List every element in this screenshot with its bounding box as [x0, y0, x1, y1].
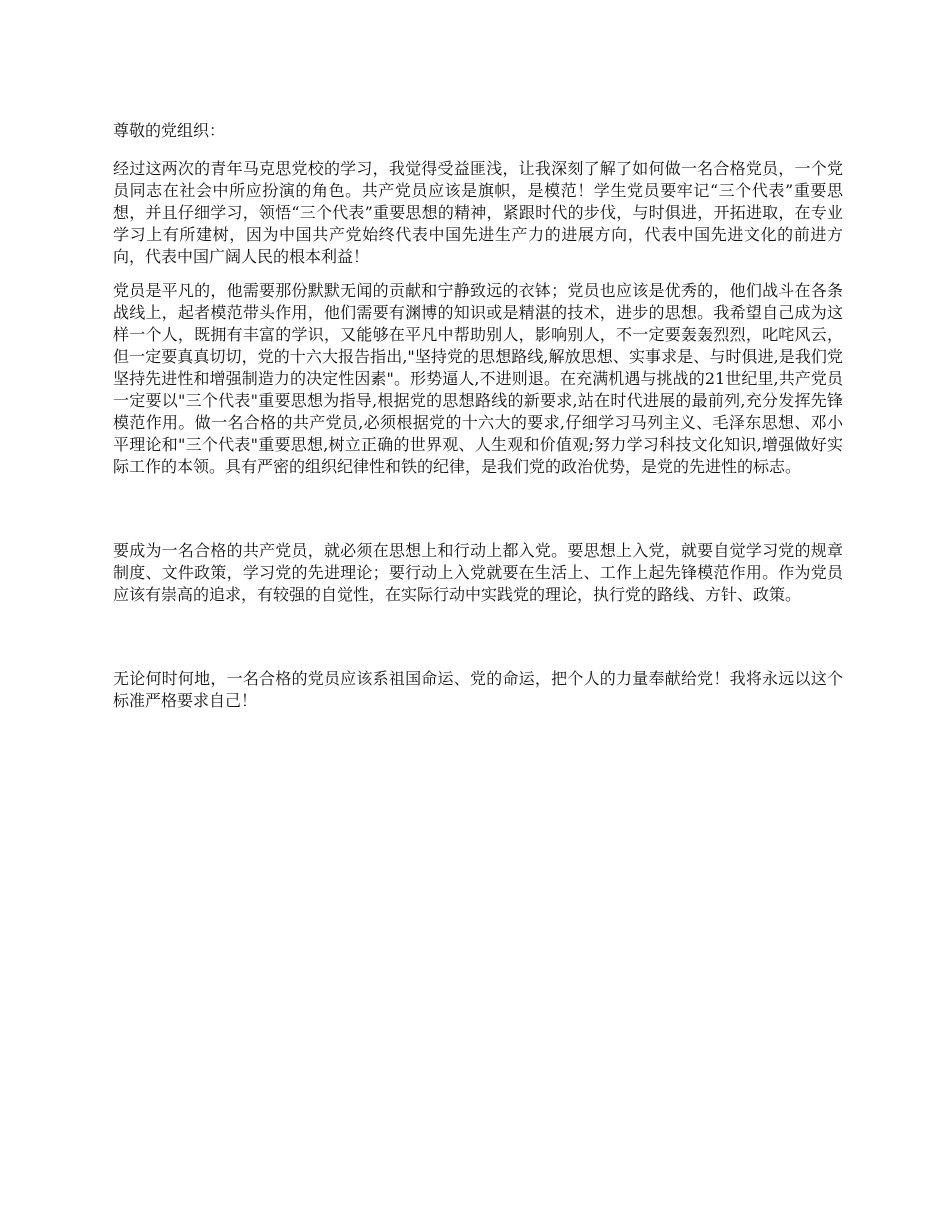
paragraph-3: 要成为一名合格的共产党员，就必须在思想上和行动上都入党。要思想上入党，就要自觉学习党的规章制度、文件政策，学习党的先进理论；要行动上入党就要在生活上、工作上起先锋模范作用。作为党员应该有崇高的追求，有较强的自觉性，在实际行动中实践党的理论，执行党的路线、方针、政策。 [113, 541, 843, 604]
salutation: 尊敬的党组织： [113, 121, 226, 140]
document-body [113, 120, 843, 712]
paragraph-2: 党员是平凡的，他需要那份默默无闻的贡献和宁静致远的衣钵；党员也应该是优秀的，他们战斗在各条战线上，起者模范带头作用，他们需要有渊博的知识或是精湛的技术，进步的思想。我希望自己成为这样一个人，既拥有丰富的学识，又能够在平凡中帮助别人，影响别人，不一定要轰轰烈烈，叱咤风云，但一定要真真切切，党的十六大报告指出,"坚持党的思想路线,解放思想、实事求是、与时俱进,是我们党坚持先进性和增强制造力的决定性因素"。形势逼人,不进则退。在充满机遇与挑战的21世纪里,共产党员一定要以"三个代表"重要思想为指导,根据党的思想路线的新要求,站在时代进展的最前列,充分发挥先锋模范作用。做一名合格的共产党员,必须根据党的十六大的要求,仔细学习马列主义、毛泽东思想、邓小平理论和"三个代表"重要思想,树立正确的世界观、人生观和价值观;努力学习科技文化知识,增强做好实际工作的本领。具有严密的组织纪律性和铁的纪律，是我们党的政治优势，是党的先进性的标志。 [113, 281, 843, 476]
paragraph-4: 无论何时何地，一名合格的党员应该系祖国命运、党的命运，把个人的力量奉献给党！我将永远以这个标准严格要求自己！ [113, 669, 843, 710]
paragraph-1: 经过这两次的青年马克思党校的学习，我觉得受益匪浅，让我深刻了解了如何做一名合格党员，一个党员同志在社会中所应扮演的角色。共产党员应该是旗帜，是模范！学生党员要牢记“三个代表”重要思想，并且仔细学习，领悟“三个代表”重要思想的精神，紧跟时代的步伐，与时俱进，开拓进取，在专业学习上有所建树，因为中国共产党始终代表中国先进生产力的进展方向，代表中国先进文化的前进方向，代表中国广阔人民的根本利益！ [113, 159, 843, 266]
